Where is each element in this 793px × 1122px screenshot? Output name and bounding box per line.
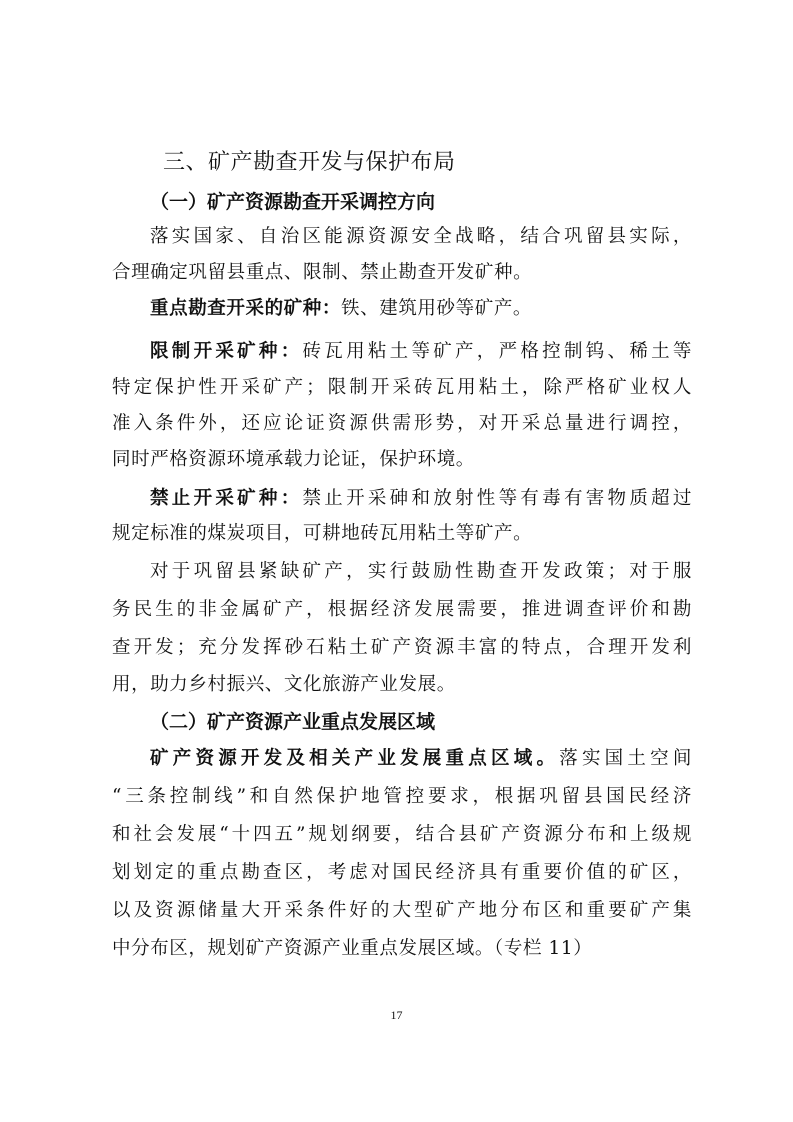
paragraph-2-lead: 重点勘查开采的矿种： bbox=[150, 298, 342, 319]
paragraph-6-line-5: 以及资源储量大开采条件好的大型矿产地分布区和重要矿产集 bbox=[112, 900, 692, 921]
paragraph-3-first: 砖瓦用粘土等矿产，严格控制钨、稀土等 bbox=[302, 341, 692, 362]
paragraph-6-line-2: “三条控制线”和自然保护地管控要求，根据巩留县国民经济 bbox=[112, 786, 692, 807]
paragraph-5-line-3: 查开发；充分发挥砂石粘土矿产资源丰富的特点，合理开发利 bbox=[112, 637, 692, 658]
paragraph-2 bbox=[150, 294, 692, 324]
paragraph-6-line-1 bbox=[150, 744, 692, 774]
paragraph-6-line-4: 划划定的重点勘查区，考虑对国民经济具有重要价值的矿区， bbox=[112, 862, 692, 883]
section-heading-2: （二）矿产资源产业重点发展区域 bbox=[150, 711, 436, 733]
paragraph-3-line-2: 特定保护性开采矿产；限制开采砖瓦用粘土，除严格矿业权人 bbox=[112, 377, 692, 398]
section-heading-1: （一）矿产资源勘查开采调控方向 bbox=[150, 191, 436, 213]
paragraph-3-line-1 bbox=[150, 337, 692, 367]
paragraph-3-lead: 限制开采矿种： bbox=[150, 341, 303, 362]
paragraph-4-line-1 bbox=[150, 484, 692, 514]
paragraph-4-line-2: 规定标准的煤炭项目，可耕地砖瓦用粘土等矿产。 bbox=[112, 523, 533, 544]
paragraph-6-lead: 矿产资源开发及相关产业发展重点区域。 bbox=[150, 748, 560, 769]
paragraph-5-line-1: 对于巩留县紧缺矿产，实行鼓励性勘查开发政策；对于服 bbox=[150, 561, 692, 582]
paragraph-6-first: 落实国土空间 bbox=[559, 748, 692, 769]
paragraph-6-line-3: 和社会发展“十四五”规划纲要，结合县矿产资源分布和上级规 bbox=[112, 824, 692, 845]
paragraph-1-line-1: 落实国家、自治区能源资源安全战略，结合巩留县实际， bbox=[150, 226, 692, 247]
paragraph-4-lead: 禁止开采矿种： bbox=[150, 488, 303, 509]
paragraph-2-text: 铁、建筑用砂等矿产。 bbox=[341, 298, 533, 319]
paragraph-3-line-3: 准入条件外，还应论证资源供需形势，对开采总量进行调控， bbox=[112, 413, 692, 434]
paragraph-5-line-4: 用，助力乡村振兴、文化旅游产业发展。 bbox=[112, 674, 456, 695]
paragraph-3-line-4: 同时严格资源环境承载力论证，保护环境。 bbox=[112, 449, 475, 470]
chapter-heading: 三、矿产勘查开发与保护布局 bbox=[163, 150, 456, 175]
paragraph-1-line-2: 合理确定巩留县重点、限制、禁止勘查开发矿种。 bbox=[112, 262, 533, 283]
paragraph-5-line-2: 务民生的非金属矿产，根据经济发展需要，推进调查评价和勘 bbox=[112, 599, 692, 620]
page-number: 17 bbox=[390, 1008, 403, 1022]
paragraph-6-line-6: 中分布区，规划矿产资源产业重点发展区域。（专栏 11） bbox=[112, 938, 593, 959]
paragraph-4-first: 禁止开采砷和放射性等有毒有害物质超过 bbox=[302, 488, 692, 509]
